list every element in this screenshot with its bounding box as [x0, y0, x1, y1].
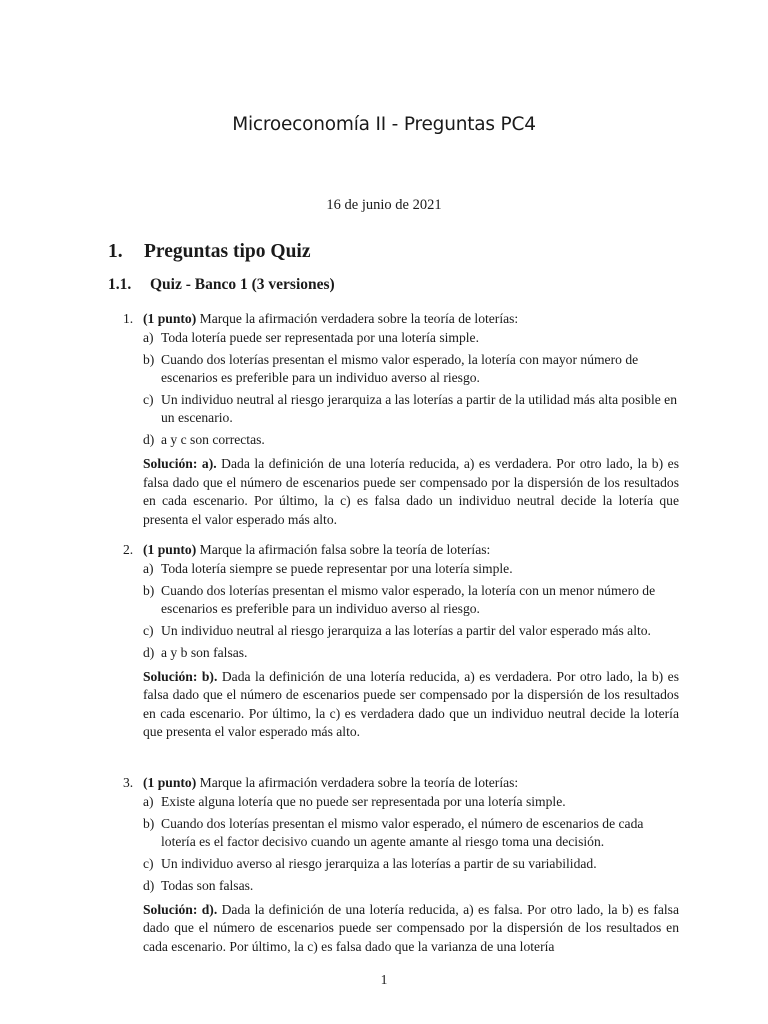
option-item: [123, 391, 679, 428]
question-2: [123, 541, 679, 742]
question-text: Marque la afirmación verdadera sobre la teoría de loterías:: [196, 311, 519, 326]
option-text: Un individuo averso al riesgo jerarquiza a las loterías a partir de su variabilidad.: [161, 856, 597, 871]
section-title: Preguntas tipo Quiz: [144, 241, 311, 262]
option-text: a y c son correctas.: [161, 432, 265, 447]
question-points: (1 punto): [143, 542, 197, 557]
question-text: Marque la afirmación falsa sobre la teoría de loterías:: [196, 542, 491, 557]
option-label: a): [143, 561, 154, 577]
option-label: c): [143, 856, 154, 871]
option-item: [123, 431, 679, 449]
option-item: [123, 877, 679, 895]
option-text: Cuando dos loterías presentan el mismo valor esperado, la lotería con mayor número de escenarios es preferible para un individuo averso al riesgo.: [161, 352, 639, 386]
subsection-title: Quiz - Banco 1 (3 versiones): [150, 276, 335, 293]
option-item: [123, 855, 679, 873]
question-1: [123, 310, 679, 529]
option-label: d): [143, 644, 155, 660]
option-item: [123, 560, 679, 578]
question-number: 1.: [123, 311, 134, 326]
option-label: a): [143, 330, 154, 346]
option-text: Existe alguna lotería que no puede ser representada por una lotería simple.: [161, 794, 566, 810]
solution-text: Dada la definición de una lotería reducida, a) es verdadera. Por otro lado, la b) es falsa dado que el número de escenarios puede ser compensado por la dispersión de los resultados en cada escenario. Por último, la c) es falsa dado un individuo neutral decide la lotería que presenta el valor esperado más alto.: [143, 456, 679, 527]
option-label: b): [143, 583, 155, 598]
option-item: [123, 793, 679, 811]
option-label: d): [143, 877, 155, 893]
solution-label: Solución: d).: [143, 902, 218, 917]
solution-paragraph: [143, 901, 679, 956]
question-number: 2.: [123, 542, 134, 557]
option-item: [123, 582, 679, 619]
solution-text: Dada la definición de una lotería reducida, a) es verdadera. Por otro lado, la b) es falsa dado que el número de escenarios puede ser compensado por la dispersión de los resultados en cada escenario. Por último, la c) es verdadera dado que un individuo neutral decide la lotería que presenta el valor esperado más alto.: [143, 669, 679, 740]
option-list: [123, 560, 679, 662]
question-stem: [123, 541, 679, 559]
document-title: Microeconomía II - Preguntas PC4: [232, 114, 536, 135]
section-number: 1.: [108, 241, 123, 262]
subsection-number: 1.1.: [108, 276, 132, 293]
option-text: Toda lotería puede ser representada por una lotería simple.: [161, 330, 479, 346]
option-item: [123, 622, 679, 640]
option-list: [123, 793, 679, 895]
option-label: c): [143, 392, 154, 407]
section-heading: [108, 241, 310, 263]
question-number: 3.: [123, 775, 134, 790]
option-text: Cuando dos loterías presentan el mismo valor esperado, la lotería con un menor número de escenarios es preferible para un individuo averso al riesgo.: [161, 583, 656, 617]
option-text: Cuando dos loterías presentan el mismo valor esperado, el número de escenarios de cada lotería es el factor decisivo cuando un agente amante al riesgo toma una decisión.: [161, 816, 644, 850]
option-text: Todas son falsas.: [161, 877, 254, 893]
solution-text: Dada la definición de una lotería reducida, a) es falsa. Por otro lado, la b) es falsa dado que el número de escenarios puede ser compensado por la dispersión de los resultados en cada escenario. Por último, la c) es falsa dado que la varianza de una lotería: [143, 902, 679, 954]
option-label: a): [143, 794, 154, 810]
solution-label: Solución: b).: [143, 669, 218, 684]
question-text: Marque la afirmación verdadera sobre la teoría de loterías:: [196, 775, 519, 790]
option-item: [123, 351, 679, 388]
option-list: [123, 329, 679, 449]
option-text: Toda lotería siempre se puede representar por una lotería simple.: [161, 561, 513, 577]
question-stem: [123, 310, 679, 328]
option-item: [123, 329, 679, 347]
option-label: b): [143, 816, 155, 831]
question-3: [123, 774, 679, 956]
option-label: d): [143, 432, 155, 447]
option-item: [123, 815, 679, 852]
option-label: b): [143, 352, 155, 367]
option-text: a y b son falsas.: [161, 644, 248, 660]
page-number: 1: [380, 972, 388, 987]
solution-paragraph: [143, 668, 679, 742]
solution-paragraph: [143, 455, 679, 529]
question-stem: [123, 774, 679, 792]
document-date: 16 de junio de 2021: [326, 197, 442, 213]
option-text: Un individuo neutral al riesgo jerarquiza a las loterías a partir de la utilidad más alta posible en un escenario.: [161, 392, 678, 426]
solution-label: Solución: a).: [143, 456, 217, 472]
option-text: Un individuo neutral al riesgo jerarquiza a las loterías a partir del valor esperado más alto.: [161, 623, 651, 638]
question-points: (1 punto): [143, 311, 197, 326]
option-item: [123, 644, 679, 662]
question-points: (1 punto): [143, 775, 197, 790]
option-label: c): [143, 623, 154, 638]
subsection-heading: [108, 276, 335, 294]
